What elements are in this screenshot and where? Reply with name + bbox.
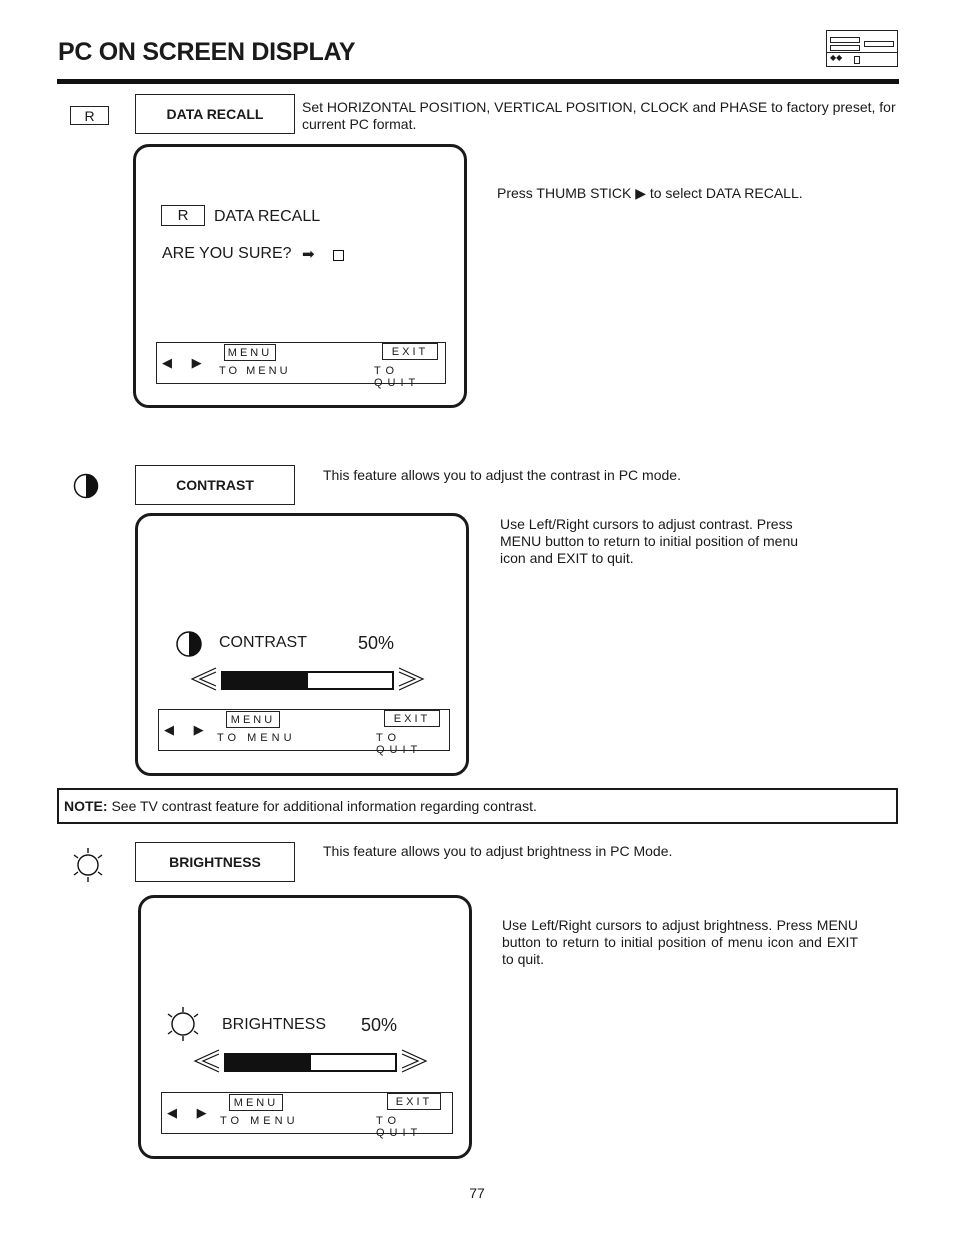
contrast-screen-title: CONTRAST [219,634,307,651]
note-box [57,788,898,824]
exit-button[interactable]: EXIT [384,710,440,727]
decrease-chevrons-icon[interactable] [188,666,218,692]
brightness-slider[interactable] [224,1053,397,1072]
contrast-value: 50% [358,633,395,653]
brightness-value: 50% [361,1015,398,1035]
left-right-arrows-icon[interactable]: ◀ ▶ [164,722,212,737]
data-recall-description: Set HORIZONTAL POSITION, VERTICAL POSITION, CLOCK and PHASE to factory preset, for current PC format. [302,99,896,132]
to-menu-label: TO MENU [219,365,291,377]
data-recall-screen [133,144,467,408]
data-recall-screen-title: DATA RECALL [214,208,321,225]
brightness-screen-icon [165,1006,201,1042]
brightness-screen [138,895,472,1159]
menu-button[interactable]: MENU [224,344,276,361]
contrast-description: This feature allows you to adjust the contrast in PC mode. [323,467,681,483]
exit-button[interactable]: EXIT [387,1093,441,1110]
brightness-screen-title: BRIGHTNESS [222,1016,327,1033]
brightness-label-box [135,842,295,882]
data-recall-label: DATA RECALL [166,106,264,122]
page-title: PC ON SCREEN DISPLAY [58,38,356,66]
contrast-label: CONTRAST [176,477,254,493]
note-text: See TV contrast feature for additional information regarding contrast. [111,798,537,814]
data-recall-icon [70,106,109,125]
left-right-arrows-icon[interactable]: ◀ ▶ [162,355,210,370]
brightness-slider-fill [226,1055,311,1070]
page-number: 77 [469,1185,485,1201]
to-quit-label: TO QUIT [376,732,423,756]
contrast-instruction: Use Left/Right cursors to adjust contrast. Press MENU button to return to initial position of menu icon and EXIT to quit. [500,516,799,566]
data-recall-instruction: Press THUMB STICK ▶ to select DATA RECALL. [497,185,803,201]
contrast-screen-icon [175,630,203,658]
confirm-checkbox[interactable] [333,250,344,261]
contrast-slider[interactable] [221,671,394,690]
tv-remote-icon: ◆◆ [826,30,898,67]
menu-button[interactable]: MENU [226,711,280,728]
decrease-chevrons-icon[interactable] [191,1048,221,1074]
header-divider [57,79,899,84]
to-quit-label: TO QUIT [376,1115,423,1139]
data-recall-screen-icon [161,205,205,226]
contrast-nav-bar [158,709,450,756]
brightness-instruction: Use Left/Right cursors to adjust brightness. Press MENU button to return to initial position of menu icon and EXIT to quit. [502,917,858,967]
are-you-sure-prompt: ARE YOU SURE? [162,245,292,262]
to-menu-label: TO MENU [220,1115,299,1127]
data-recall-nav-bar [156,342,446,389]
contrast-label-box [135,465,295,505]
increase-chevrons-icon[interactable] [397,666,427,692]
data-recall-screen-icon-letter: R [177,207,189,224]
increase-chevrons-icon[interactable] [400,1048,430,1074]
brightness-description: This feature allows you to adjust brightness in PC Mode. [323,843,673,859]
note-label: NOTE: [64,798,108,814]
brightness-label: BRIGHTNESS [169,854,261,870]
contrast-screen [135,513,469,776]
contrast-icon [73,473,99,499]
data-recall-label-box [135,94,295,134]
to-menu-label: TO MENU [217,732,296,744]
to-quit-label: TO QUIT [374,365,421,389]
arrow-right-icon: ➡ [302,246,315,263]
left-right-arrows-icon[interactable]: ◀ ▶ [167,1105,215,1120]
data-recall-icon-letter: R [84,107,95,124]
exit-button[interactable]: EXIT [382,343,438,360]
contrast-slider-fill [223,673,308,688]
brightness-icon [70,847,106,883]
brightness-nav-bar [161,1092,453,1139]
menu-button[interactable]: MENU [229,1094,283,1111]
